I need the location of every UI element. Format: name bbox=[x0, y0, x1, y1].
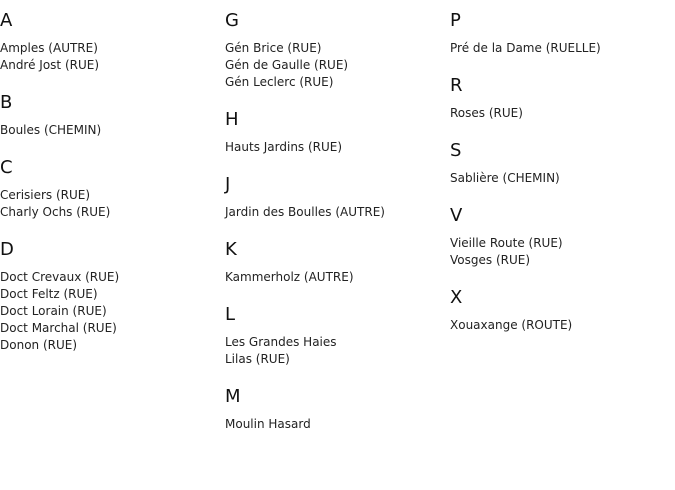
street-index-column-1 bbox=[0, 10, 220, 354]
letter-heading-j: J bbox=[225, 174, 231, 195]
street-link[interactable]: Gén Brice (RUE) bbox=[225, 41, 322, 55]
street-link[interactable]: Doct Crevaux (RUE) bbox=[0, 270, 120, 284]
street-list-c bbox=[0, 187, 220, 221]
letter-heading-l: L bbox=[225, 304, 236, 325]
letter-group-m bbox=[225, 386, 445, 433]
street-link[interactable]: Charly Ochs (RUE) bbox=[0, 205, 111, 219]
street-link[interactable]: Xouaxange (ROUTE) bbox=[450, 318, 573, 332]
street-list-p bbox=[450, 40, 670, 57]
letter-group-g bbox=[225, 10, 445, 91]
street-list-d bbox=[0, 269, 220, 354]
street-link[interactable]: Doct Lorain (RUE) bbox=[0, 304, 107, 318]
street-list-k bbox=[225, 269, 445, 286]
letter-heading-d: D bbox=[0, 239, 14, 260]
letter-group-h bbox=[225, 109, 445, 156]
letter-group-d bbox=[0, 239, 220, 354]
street-link[interactable]: Kammerholz (AUTRE) bbox=[225, 270, 354, 284]
street-link[interactable]: Amples (AUTRE) bbox=[0, 41, 98, 55]
letter-group-l bbox=[225, 304, 445, 368]
street-link[interactable]: Hauts Jardins (RUE) bbox=[225, 140, 343, 154]
street-list-g bbox=[225, 40, 445, 91]
letter-group-b bbox=[0, 92, 220, 139]
street-link[interactable]: Moulin Hasard bbox=[225, 417, 311, 431]
letter-heading-g: G bbox=[225, 10, 239, 31]
letter-heading-a: A bbox=[0, 10, 13, 31]
street-link[interactable]: Boules (CHEMIN) bbox=[0, 123, 102, 137]
letter-heading-b: B bbox=[0, 92, 13, 113]
letter-group-c bbox=[0, 157, 220, 221]
letter-heading-c: C bbox=[0, 157, 13, 178]
letter-group-r bbox=[450, 75, 670, 122]
street-link[interactable]: Doct Feltz (RUE) bbox=[0, 287, 98, 301]
street-link[interactable]: Gén Leclerc (RUE) bbox=[225, 75, 334, 89]
street-list-l bbox=[225, 334, 445, 368]
letter-heading-k: K bbox=[225, 239, 237, 260]
letter-group-a bbox=[0, 10, 220, 74]
street-list-r bbox=[450, 105, 670, 122]
street-list-a bbox=[0, 40, 220, 74]
street-list-j bbox=[225, 204, 445, 221]
street-index-column-2 bbox=[225, 10, 445, 433]
letter-heading-s: S bbox=[450, 140, 462, 161]
street-list-m bbox=[225, 416, 445, 433]
street-list-h bbox=[225, 139, 445, 156]
street-link[interactable]: Doct Marchal (RUE) bbox=[0, 321, 117, 335]
street-link[interactable]: Vosges (RUE) bbox=[450, 253, 531, 267]
street-link[interactable]: Vieille Route (RUE) bbox=[450, 236, 563, 250]
street-list-s bbox=[450, 170, 670, 187]
street-link[interactable]: Pré de la Dame (RUELLE) bbox=[450, 41, 601, 55]
letter-heading-x: X bbox=[450, 287, 463, 308]
letter-group-k bbox=[225, 239, 445, 286]
street-list-x bbox=[450, 317, 670, 334]
street-link[interactable]: Les Grandes Haies bbox=[225, 335, 337, 349]
letter-heading-h: H bbox=[225, 109, 239, 130]
street-link[interactable]: Gén de Gaulle (RUE) bbox=[225, 58, 349, 72]
letter-heading-v: V bbox=[450, 205, 463, 226]
street-link[interactable]: Sablière (CHEMIN) bbox=[450, 171, 560, 185]
letter-group-p bbox=[450, 10, 670, 57]
street-link[interactable]: Cerisiers (RUE) bbox=[0, 188, 91, 202]
letter-group-s bbox=[450, 140, 670, 187]
street-list-b bbox=[0, 122, 220, 139]
letter-group-v bbox=[450, 205, 670, 269]
street-link[interactable]: Roses (RUE) bbox=[450, 106, 523, 120]
street-link[interactable]: Donon (RUE) bbox=[0, 338, 78, 352]
letter-heading-r: R bbox=[450, 75, 463, 96]
street-link[interactable]: Jardin des Boulles (AUTRE) bbox=[225, 205, 385, 219]
letter-heading-p: P bbox=[450, 10, 461, 31]
letter-group-j bbox=[225, 174, 445, 221]
street-list-v bbox=[450, 235, 670, 269]
street-link[interactable]: Lilas (RUE) bbox=[225, 352, 290, 366]
street-link[interactable]: André Jost (RUE) bbox=[0, 58, 100, 72]
street-index-column-3 bbox=[450, 10, 670, 334]
letter-heading-m: M bbox=[225, 386, 241, 407]
letter-group-x bbox=[450, 287, 670, 334]
